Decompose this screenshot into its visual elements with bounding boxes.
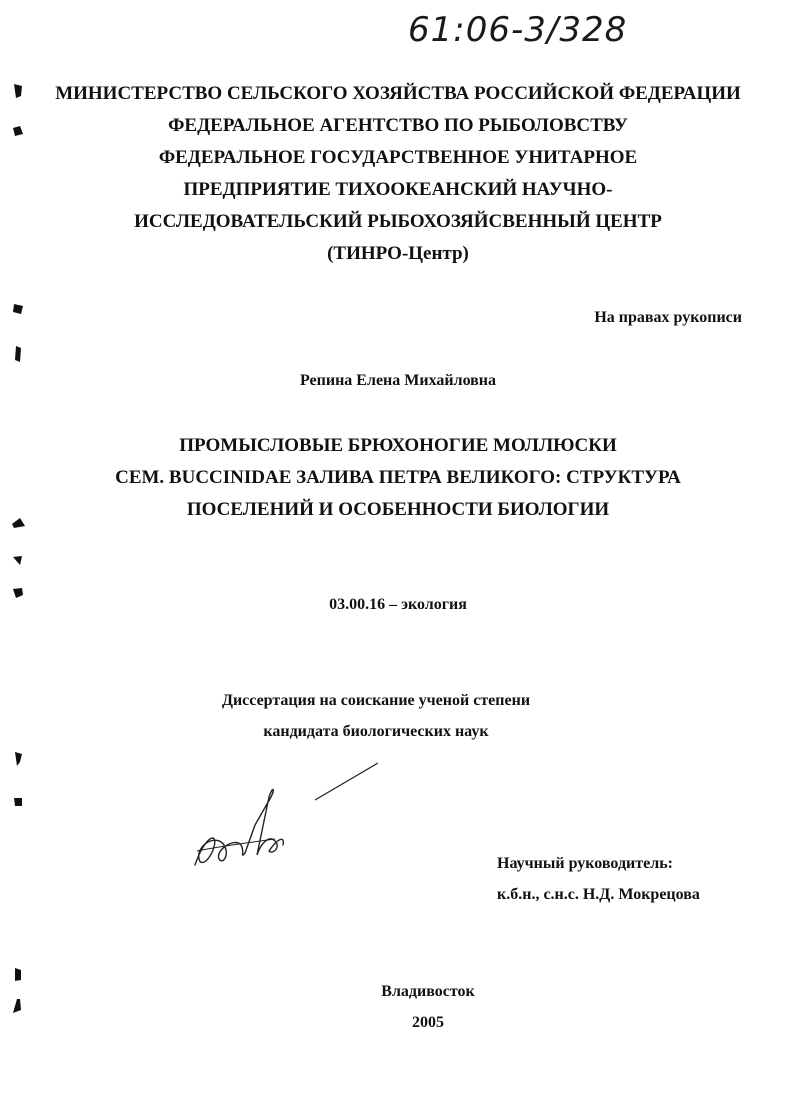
degree-line-2: кандидата биологических наук [263,723,489,740]
title-line-3: ПОСЕЛЕНИЙ И ОСОБЕННОСТИ БИОЛОГИИ [186,499,610,520]
binding-mark-icon [10,793,26,811]
archive-number: 61:06-3/328 [408,10,628,50]
header-line-agency: ФЕДЕРАЛЬНОЕ АГЕНТСТВО ПО РЫБОЛОВСТВУ [168,115,628,136]
city: Владивосток [381,983,475,1000]
header-line-enterprise: ФЕДЕРАЛЬНОЕ ГОСУДАРСТВЕННОЕ УНИТАРНОЕ [158,147,638,168]
header-line-institute-1: ПРЕДПРИЯТИЕ ТИХООКЕАНСКИЙ НАУЧНО- [183,179,613,200]
supervisor-label: Научный руководитель: [497,855,673,872]
binding-mark-icon [10,966,26,984]
author-signature-icon [185,755,385,885]
supervisor-name: к.б.н., с.н.с. Н.Д. Мокрецова [497,886,700,903]
author-name: Репина Елена Михайловна [299,372,497,389]
header-line-institute-2: ИССЛЕДОВАТЕЛЬСКИЙ РЫБОХОЗЯЙСВЕННЫЙ ЦЕНТР [134,211,662,232]
year: 2005 [412,1014,444,1031]
title-line-2: СЕМ. BUCCINIDAE ЗАЛИВА ПЕТРА ВЕЛИКОГО: СТРУКТУРА [115,467,681,488]
binding-mark-icon [10,300,26,318]
degree-line-1: Диссертация на соискание ученой степени [221,692,531,709]
binding-mark-icon [10,345,26,363]
binding-mark-icon [10,998,26,1016]
binding-mark-icon [10,551,26,569]
title-line-1: ПРОМЫСЛОВЫЕ БРЮХОНОГИЕ МОЛЛЮСКИ [179,435,617,456]
manuscript-note: На правах рукописи [594,309,742,326]
header-line-abbreviation: (ТИНРО-Центр) [327,243,469,264]
specialty-code: 03.00.16 – экология [329,596,467,613]
binding-mark-icon [10,750,26,768]
header-line-ministry: МИНИСТЕРСТВО СЕЛЬСКОГО ХОЗЯЙСТВА РОССИЙСКОЙ ФЕДЕРАЦИИ [55,83,741,104]
